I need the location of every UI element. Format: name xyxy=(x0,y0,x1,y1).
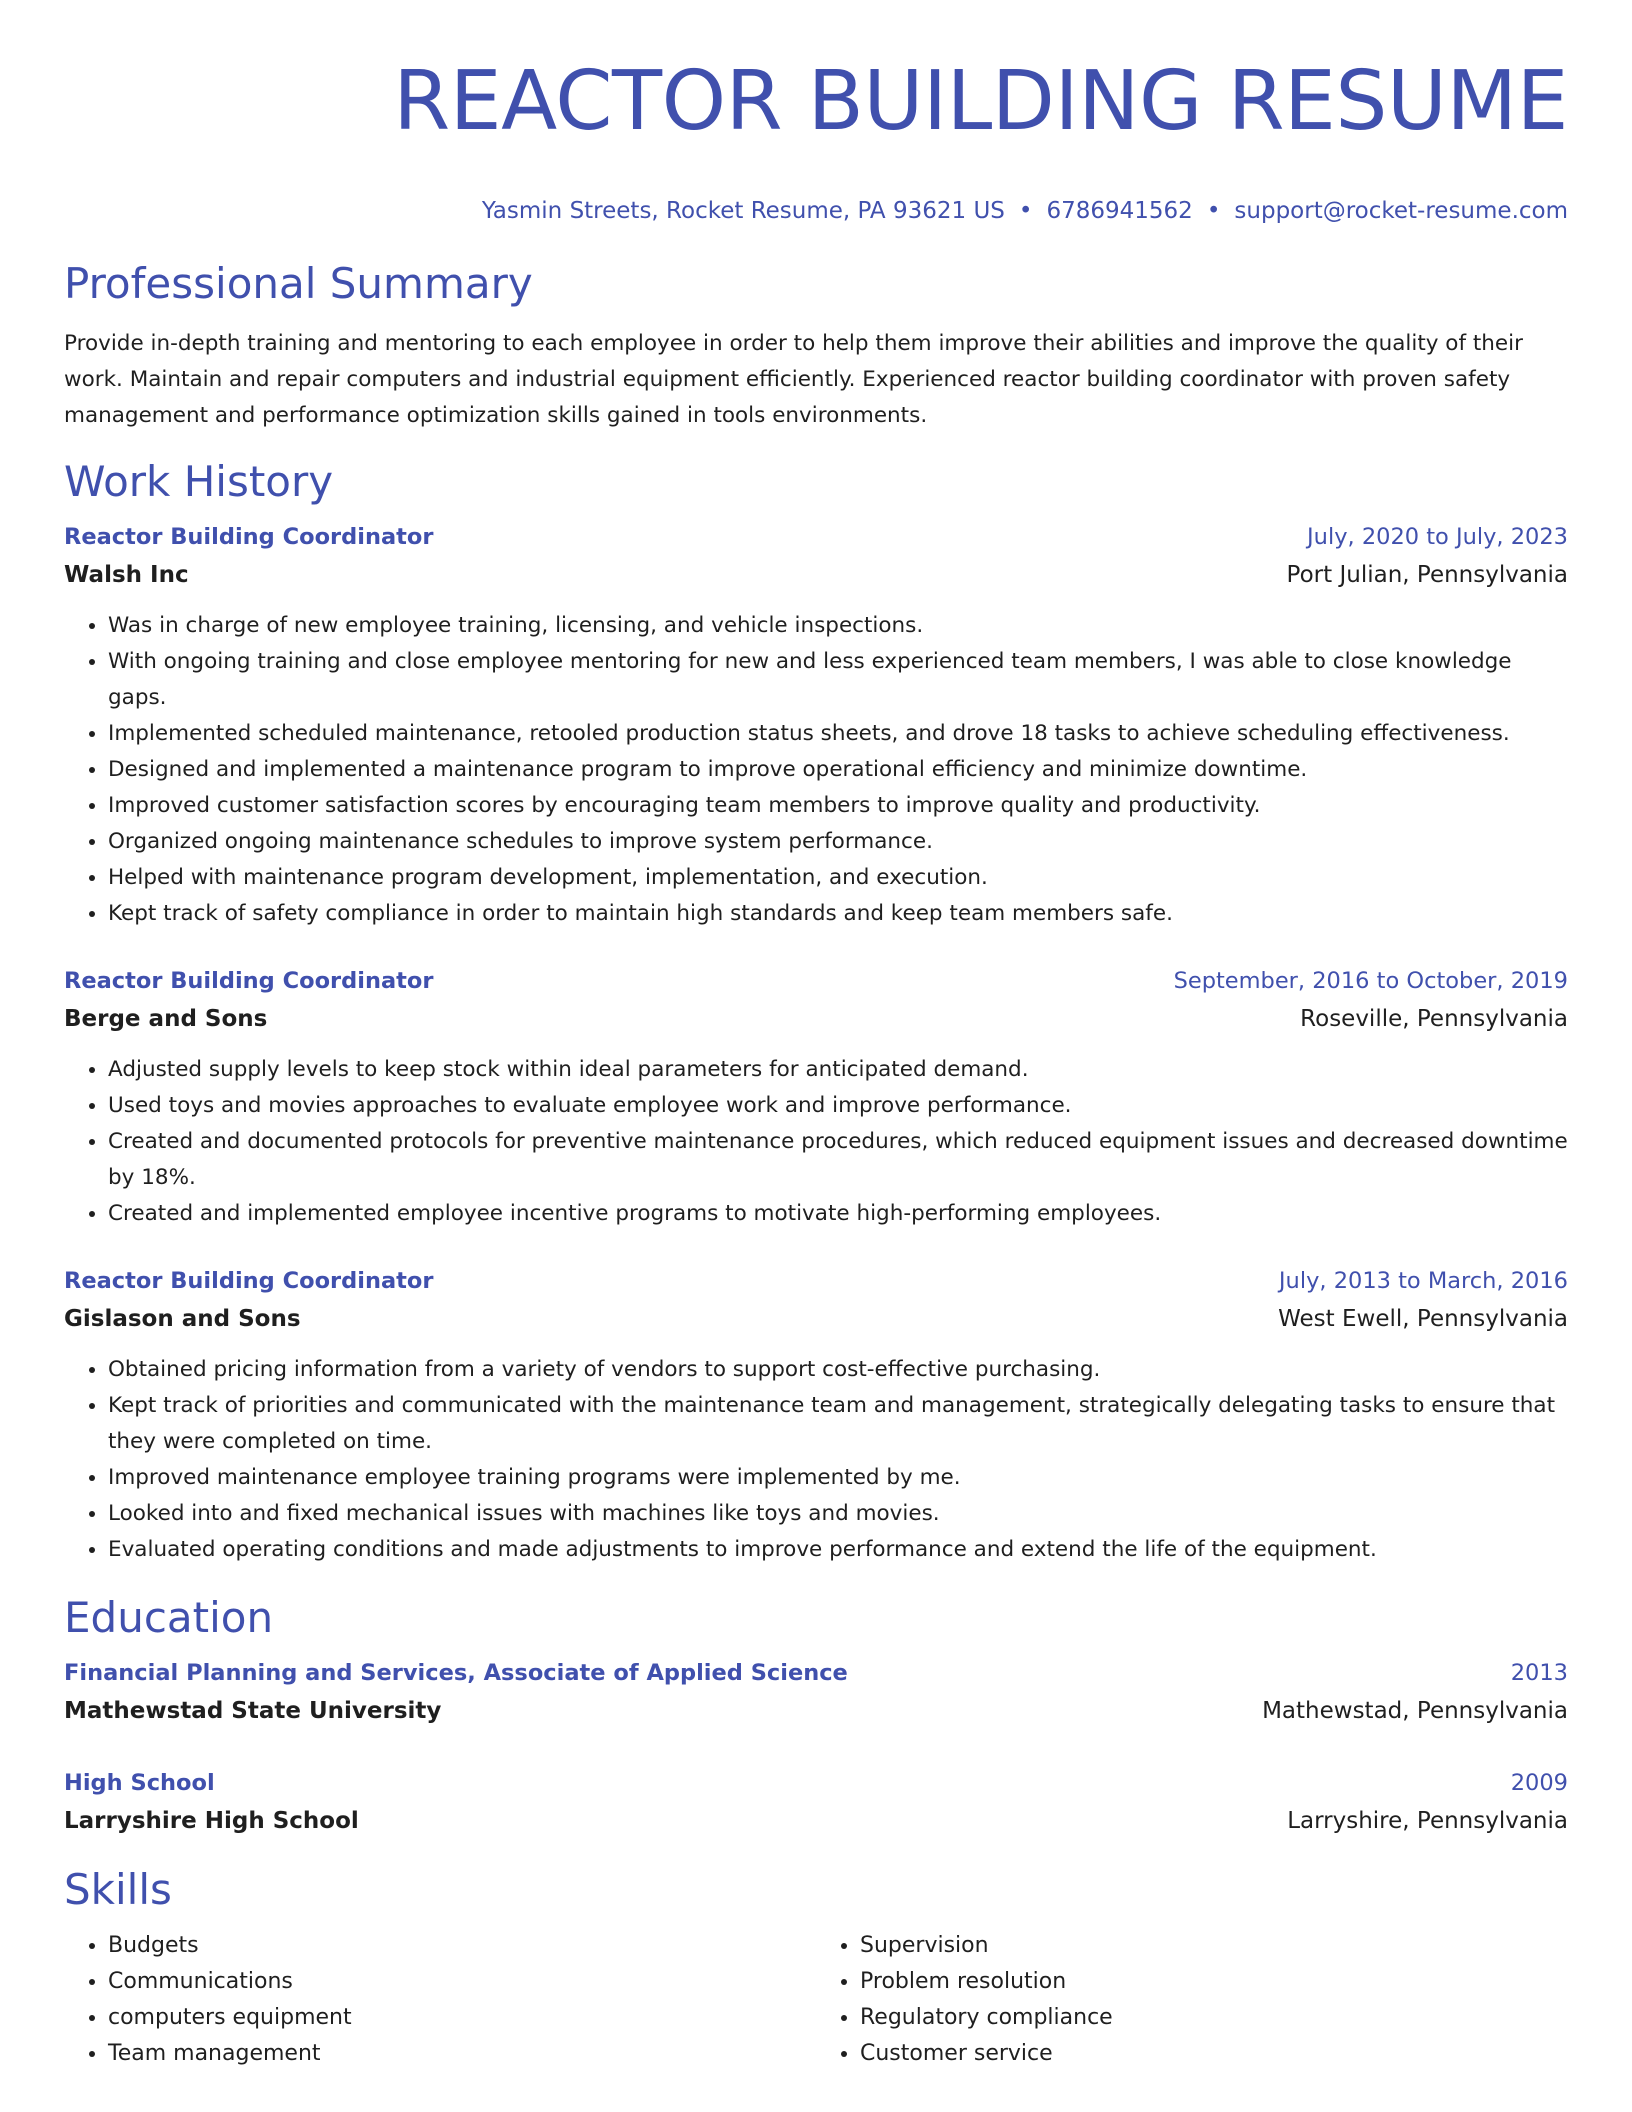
resume-title: REACTOR BUILDING RESUME xyxy=(393,54,1568,149)
job-location: West Ewell, Pennsylvania xyxy=(1278,1306,1568,1332)
skills-column-right xyxy=(816,1928,1568,2072)
job-bullet: • Obtained pricing information from a variety of vendors to support cost-effective purchasing. xyxy=(108,1352,1568,1388)
job-bullet: • Helped with maintenance program development, implementation, and execution. xyxy=(108,860,1568,896)
education-heading: Education xyxy=(64,1593,274,1642)
education-degree: Financial Planning and Services, Associate of Applied Science xyxy=(64,1660,848,1686)
education-school: Mathewstad State University xyxy=(64,1698,442,1724)
job-bullet: • Improved customer satisfaction scores by encouraging team members to improve quality and productivity. xyxy=(108,788,1568,824)
job-dates: September, 2016 to October, 2019 xyxy=(1173,968,1568,994)
skill-item: • Communications xyxy=(108,1964,816,2000)
job-company: Walsh Inc xyxy=(64,562,189,588)
skill-item: • Regulatory compliance xyxy=(860,2000,1568,2036)
contact-line xyxy=(64,194,1568,228)
summary-heading: Professional Summary xyxy=(64,259,533,308)
education-year: 2009 xyxy=(1510,1770,1568,1796)
skill-item: • Team management xyxy=(108,2036,816,2072)
skills-list xyxy=(64,1928,1568,2072)
job-bullet: • Created and documented protocols for preventive maintenance procedures, which reduced equipment issues and decreased downtime by 18%. xyxy=(108,1124,1568,1196)
job-bullet: • Created and implemented employee incentive programs to motivate high-performing employees. xyxy=(108,1196,1568,1232)
job-bullets xyxy=(64,608,1568,932)
job-dates: July, 2013 to March, 2016 xyxy=(1278,1268,1568,1294)
job-dates: July, 2020 to July, 2023 xyxy=(1307,524,1568,550)
job-bullet: • Looked into and fixed mechanical issues with machines like toys and movies. xyxy=(108,1496,1568,1532)
job-bullets xyxy=(64,1352,1568,1568)
job-role: Reactor Building Coordinator xyxy=(64,968,434,994)
job-bullet: • Organized ongoing maintenance schedules to improve system performance. xyxy=(108,824,1568,860)
job-role: Reactor Building Coordinator xyxy=(64,524,434,550)
job-entry xyxy=(64,518,1568,932)
job-location: Roseville, Pennsylvania xyxy=(1300,1006,1568,1032)
contact-separator: • xyxy=(1018,198,1033,224)
contact-separator: • xyxy=(1206,198,1221,224)
education-degree: High School xyxy=(64,1770,215,1796)
skills-column-left xyxy=(64,1928,816,2072)
job-bullet: • Kept track of priorities and communicated with the maintenance team and management, strategically delegating tasks to ensure that they were completed on time. xyxy=(108,1388,1568,1460)
education-entry xyxy=(64,1654,1568,1730)
job-company: Berge and Sons xyxy=(64,1006,268,1032)
education-entry xyxy=(64,1764,1568,1840)
contact-email: support@rocket-resume.com xyxy=(1234,198,1568,224)
job-bullet: • Implemented scheduled maintenance, retooled production status sheets, and drove 18 tasks to achieve scheduling effectiveness. xyxy=(108,716,1568,752)
job-bullet: • Used toys and movies approaches to evaluate employee work and improve performance. xyxy=(108,1088,1568,1124)
education-year: 2013 xyxy=(1510,1660,1568,1686)
skill-item: • Customer service xyxy=(860,2036,1568,2072)
job-bullet: • Designed and implemented a maintenance program to improve operational efficiency and minimize downtime. xyxy=(108,752,1568,788)
job-location: Port Julian, Pennsylvania xyxy=(1286,562,1568,588)
job-bullet: • Was in charge of new employee training, licensing, and vehicle inspections. xyxy=(108,608,1568,644)
job-entry xyxy=(64,962,1568,1232)
job-entry xyxy=(64,1262,1568,1568)
work-history-heading: Work History xyxy=(64,457,334,506)
job-bullet: • Improved maintenance employee training programs were implemented by me. xyxy=(108,1460,1568,1496)
skills-heading: Skills xyxy=(64,1865,172,1914)
education-location: Mathewstad, Pennsylvania xyxy=(1262,1698,1568,1724)
skill-item: • Problem resolution xyxy=(860,1964,1568,2000)
job-bullet: • Kept track of safety compliance in order to maintain high standards and keep team members safe. xyxy=(108,896,1568,932)
skill-item: • Supervision xyxy=(860,1928,1568,1964)
job-bullets xyxy=(64,1052,1568,1232)
skill-item: • computers equipment xyxy=(108,2000,816,2036)
education-school: Larryshire High School xyxy=(64,1808,359,1834)
contact-address: Yasmin Streets, Rocket Resume, PA 93621 US xyxy=(481,198,1005,224)
job-bullet: • With ongoing training and close employee mentoring for new and less experienced team members, I was able to close knowledge gaps. xyxy=(108,644,1568,716)
summary-text: Provide in-depth training and mentoring to each employee in order to help them improve their abilities and improve the quality of their work. Maintain and repair computers and industrial equipment efficiently. Experienced reactor building coordinator with proven safety management and performance optimization skills gained in tools environments. xyxy=(64,331,1523,428)
education-location: Larryshire, Pennsylvania xyxy=(1287,1808,1568,1834)
contact-phone: 6786941562 xyxy=(1046,198,1193,224)
skill-item: • Budgets xyxy=(108,1928,816,1964)
job-bullet: • Evaluated operating conditions and made adjustments to improve performance and extend the life of the equipment. xyxy=(108,1532,1568,1568)
job-bullet: • Adjusted supply levels to keep stock within ideal parameters for anticipated demand. xyxy=(108,1052,1568,1088)
job-role: Reactor Building Coordinator xyxy=(64,1268,434,1294)
job-company: Gislason and Sons xyxy=(64,1306,301,1332)
